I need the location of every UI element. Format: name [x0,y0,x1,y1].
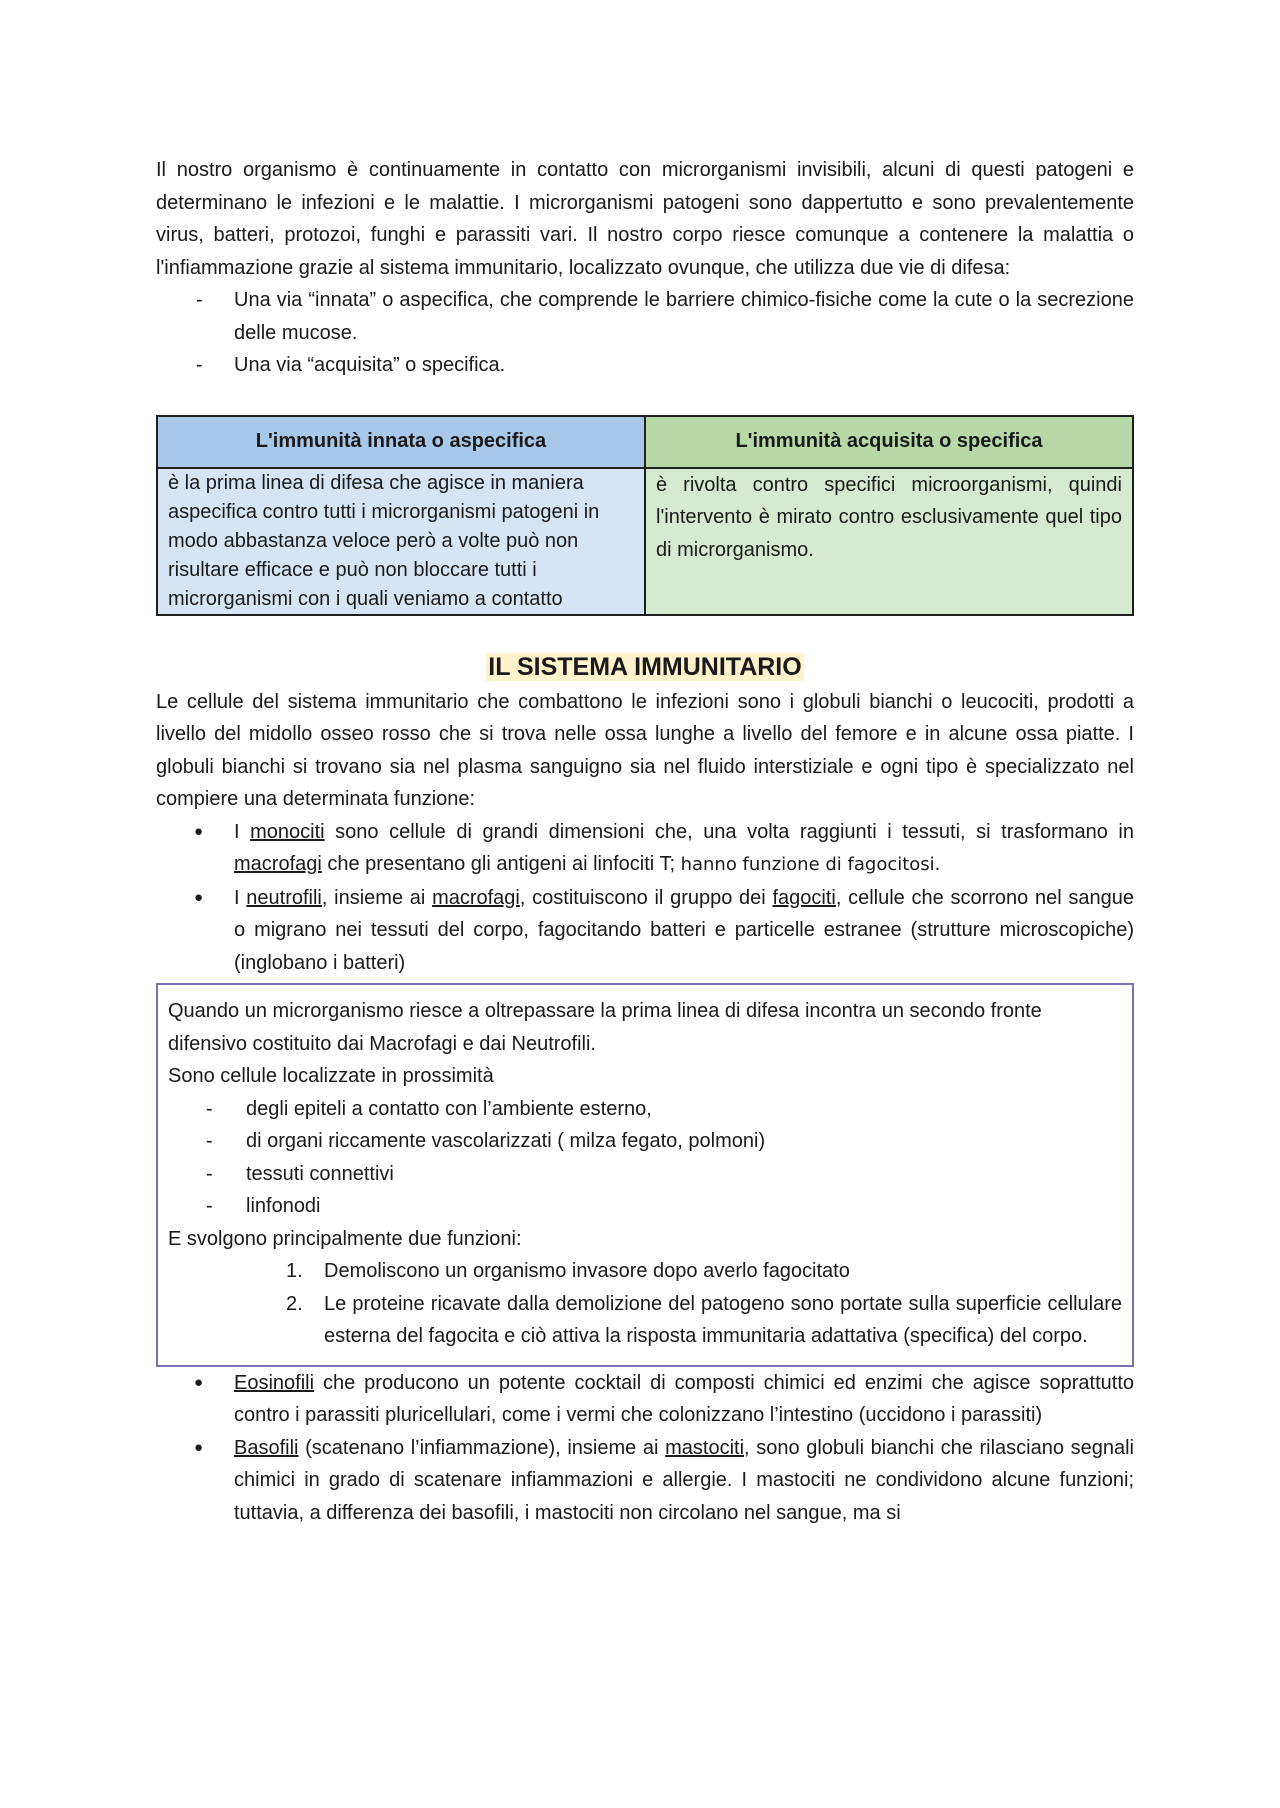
cell-types-list [156,816,1134,980]
term-basofili: Basofili [234,1436,299,1459]
term-macrofagi: macrofagi [234,853,322,875]
intro-paragraph: Il nostro organismo è continuamente in contatto con microrganismi invisibili, alcuni di questi patogeni e determinano le infezioni e le malattie. I microrganismi patogeni sono dappertutto e sono prevalentemente virus, batteri, protozoi, funghi e parassiti vari. Il nostro corpo riesce comunque a contenere la malattia o l'infiammazione grazie al sistema immunitario, localizzato ovunque, che utilizza due vie di difesa: [156,159,1134,279]
list-item-neutrofili [156,882,1134,980]
list-item-basofili [156,1432,1134,1530]
text-span: che presentano gli antigeni ai linfociti T; [321,853,681,875]
list-item: - Una via “innata” o aspecifica, che comprende le barriere chimico-fisiche come la cute o la secrezione delle mucose. [156,284,1134,349]
text-span: , sono globuli bianchi che rilasciano segnali chimici in grado di scatenare infiammazioni e allergie. I mastociti ne condividono alcune funzioni; tuttavia, a differenza dei basofili, i mastociti non circolano nel sangue, ma si [234,1436,1134,1524]
section-paragraph: Le cellule del sistema immunitario che combattono le infezioni sono i globuli bianchi o leucociti, prodotti a livello del midollo osseo rosso che si trova nelle ossa lunghe a livello del femore e in alcune ossa piatte. I globuli bianchi si trovano sia nel plasma sanguigno sia nel fluido interstiziale e ogni tipo è specializzato nel compiere una determinata funzione: [156,690,1134,810]
acquired-immunity-header: L'immunità acquisita o specifica [645,416,1133,468]
box-functions-intro: E svolgono principalmente due funzioni: [168,1227,522,1250]
list-item-eosinofili [156,1367,1134,1432]
term-macrofagi: macrofagi [432,886,520,909]
innate-immunity-cell: è la prima linea di difesa che agisce in maniera aspecifica contro tutti i microrganismi patogeni in modo abbastanza veloce però a volte può non risultare efficace e può non bloccare tutti i microrganismi con i quali veniamo a contatto [157,468,645,615]
text-span: insieme ai [327,886,433,909]
immunity-comparison-table [156,415,1134,616]
text-span: I [234,886,247,909]
list-item: - di organi riccamente vascolarizzati ( milza fegato, polmoni) [168,1125,1122,1158]
term-mastociti: mastociti [665,1436,745,1459]
cell-types-list-continued [156,1367,1134,1530]
list-number: 1. [286,1260,303,1282]
innate-immunity-header: L'immunità innata o aspecifica [157,416,645,468]
text-span: hanno funzione di fagocitosi. [680,854,941,875]
defense-ways-list [156,284,1134,382]
second-defense-box [156,983,1134,1367]
text-span: I [234,820,251,843]
term-fagociti: fagociti [772,886,836,909]
term-neutrofili: neutrofili, [246,886,328,909]
text-span: , costituiscono il gruppo dei [519,886,773,909]
text-span: sono cellule di grandi dimensioni che, una volta raggiunti i tessuti, si trasformano in [324,820,1134,843]
list-item-monociti [156,816,1134,882]
list-number: 2. [286,1292,303,1315]
box-location-intro: Sono cellule localizzate in prossimità [168,1065,494,1087]
functions-list [168,1255,1122,1353]
text-span: che producono un potente cocktail di composti chimici ed enzimi che agisce soprattutto contro i parassiti pluricellulari, come i vermi che colonizzano l’intestino (uccidono i parassiti) [234,1371,1134,1426]
section-title-text: IL SISTEMA IMMUNITARIO [488,652,802,681]
list-text: Le proteine ricavate dalla demolizione del patogeno sono portate sulla superficie cellulare esterna del fagocita e ciò attiva la risposta immunitaria adattativa (specifica) del corpo. [324,1292,1122,1347]
list-text: Demoliscono un organismo invasore dopo averlo fagocitato [324,1260,850,1282]
section-title [156,648,1134,686]
term-monociti: monociti [250,820,325,843]
list-item [168,1255,1122,1288]
text-span: , cellule che scorrono nel sangue o migrano nei tessuti del corpo, fagocitando batteri e particelle estranee (strutture microscopiche) (inglobano i batteri) [234,886,1135,974]
document-page [156,154,1134,1529]
text-span: (scatenano l’infiammazione), insieme ai [298,1436,666,1459]
term-eosinofili: Eosinofili [234,1371,315,1394]
list-item: - Una via “acquisita” o specifica. [156,349,1134,382]
box-intro: Quando un microrganismo riesce a oltrepassare la prima linea di difesa incontra un secondo fronte difensivo costituito dai Macrofagi e dai Neutrofili. [168,1000,1042,1055]
acquired-immunity-cell: è rivolta contro specifici microorganismi, quindi l'intervento è mirato contro esclusivamente quel tipo di microrganismo. [645,468,1133,615]
list-item [168,1288,1122,1353]
list-item: - degli epiteli a contatto con l’ambiente esterno, [168,1093,1122,1126]
list-item: - tessuti connettivi [168,1158,1122,1191]
location-list [168,1093,1122,1223]
list-item: - linfonodi [168,1190,1122,1223]
